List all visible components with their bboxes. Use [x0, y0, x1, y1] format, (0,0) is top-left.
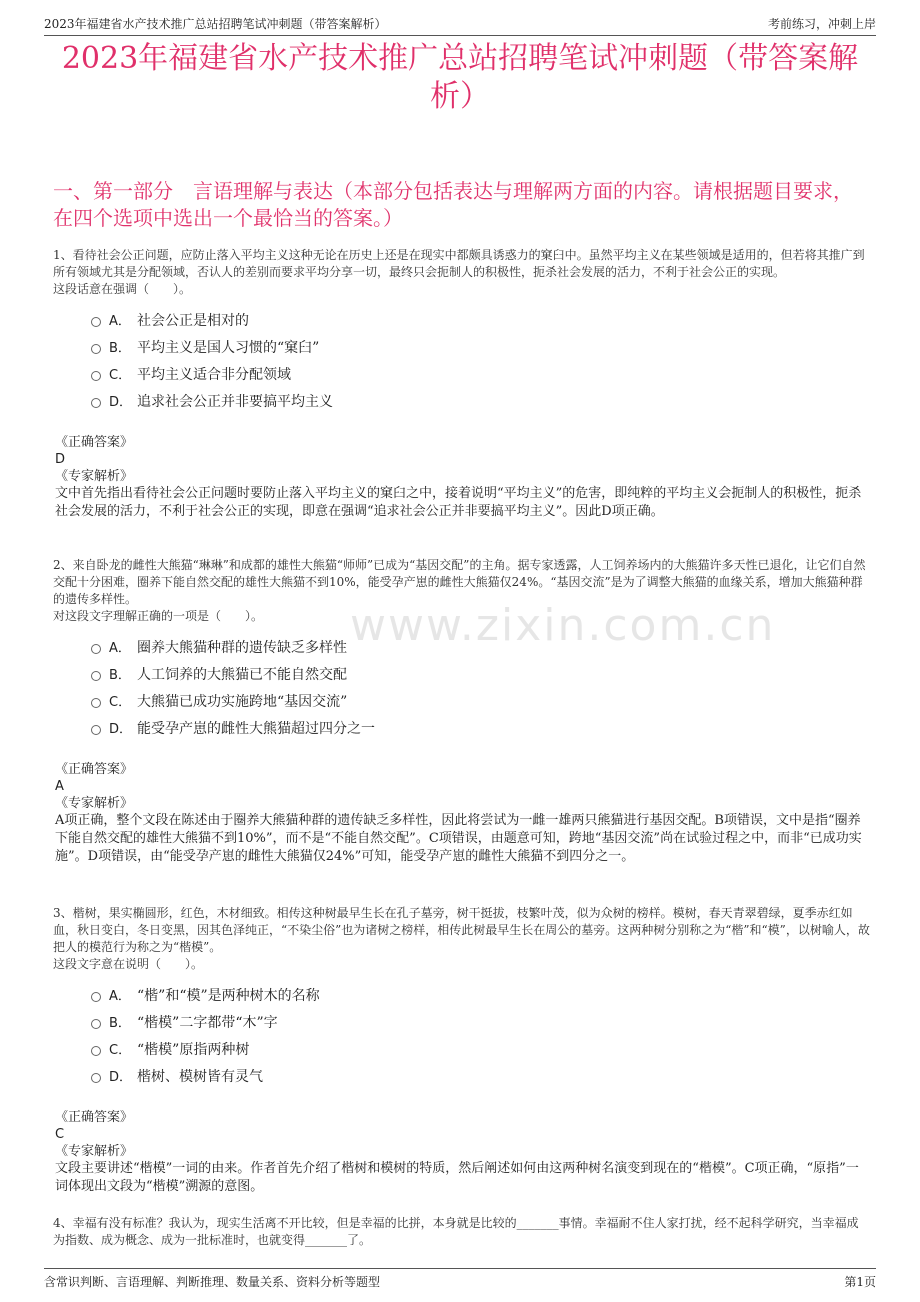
answer-block — [55, 761, 870, 812]
question-stem: 1、看待社会公正问题，应防止落入平均主义这种无论在历史上还是在现实中都颇具诱惑力的窠臼中。虽然平均主义在某些领域是适用的，但若将其推广到所有领域尤其是分配领域，否认人的差别而要求平均分享一切，最终只会扼制人的积极性，扼杀社会发展的活力，不利于社会公正的实现。 — [53, 248, 865, 279]
question-prompt: 这段文字意在说明（ ）。 — [53, 957, 204, 971]
option-b[interactable] — [91, 333, 870, 360]
option-text: 圈养大熊猫种群的遗传缺乏多样性 — [137, 639, 347, 656]
radio-icon[interactable] — [91, 671, 101, 681]
option-letter: B． — [109, 341, 131, 356]
answer-label: 《正确答案》 — [55, 762, 134, 777]
question-stem: 4、幸福有没有标准？我认为，现实生活离不开比较，但是幸福的比拼，本身就是比较的_______事情。幸福耐不住人家打扰，经不起科学研究，当幸福成为指数、成为概念、成为一批标准时，也就变得_______了。 — [53, 1216, 859, 1247]
option-text: 楷树、模树皆有灵气 — [137, 1068, 263, 1085]
question-prompt: 这段话意在强调（ ）。 — [53, 282, 192, 296]
option-text: 大熊猫已成功实施跨地“基因交流” — [137, 693, 348, 710]
option-text: 平均主义适合非分配领域 — [137, 366, 291, 383]
option-text: 追求社会公正并非要搞平均主义 — [137, 393, 333, 410]
option-letter: D． — [109, 395, 133, 410]
option-a[interactable] — [91, 306, 870, 333]
option-text: 人工饲养的大熊猫已不能自然交配 — [137, 666, 347, 683]
radio-icon[interactable] — [91, 1073, 101, 1083]
section-heading: 一、第一部分 言语理解与表达（本部分包括表达与理解两方面的内容。请根据题目要求，在四个选项中选出一个最恰当的答案。） — [53, 179, 853, 230]
option-text: 能受孕产崽的雌性大熊猫超过四分之一 — [137, 720, 375, 737]
question-1 — [53, 247, 870, 521]
option-a[interactable] — [91, 981, 870, 1008]
answer-value: A — [55, 779, 64, 794]
option-text: “楷模”原指两种树 — [137, 1041, 250, 1058]
answer-block — [55, 1109, 870, 1160]
page-footer — [44, 1268, 876, 1291]
option-b[interactable] — [91, 1008, 870, 1035]
option-letter: B． — [109, 668, 131, 683]
header-doc-title: 2023年福建省水产技术推广总站招聘笔试冲刺题（带答案解析） — [44, 17, 387, 31]
radio-icon[interactable] — [91, 344, 101, 354]
option-letter: A． — [109, 641, 131, 656]
option-list — [91, 633, 870, 741]
option-letter: C． — [109, 1043, 132, 1058]
question-4 — [53, 1215, 870, 1249]
radio-icon[interactable] — [91, 725, 101, 735]
option-d[interactable] — [91, 1062, 870, 1089]
page-number: 第1页 — [844, 1274, 876, 1289]
option-d[interactable] — [91, 387, 870, 414]
option-text: 社会公正是相对的 — [137, 312, 249, 329]
radio-icon[interactable] — [91, 992, 101, 1002]
radio-icon[interactable] — [91, 1046, 101, 1056]
option-d[interactable] — [91, 714, 870, 741]
footer-note: 含常识判断、言语理解、判断推理、数量关系、资料分析等题型 — [44, 1274, 381, 1289]
answer-block — [55, 434, 870, 485]
option-list — [91, 306, 870, 414]
explanation-label: 《专家解析》 — [55, 469, 134, 484]
answer-value: D — [55, 452, 66, 467]
radio-icon[interactable] — [91, 644, 101, 654]
option-c[interactable] — [91, 687, 870, 714]
radio-icon[interactable] — [91, 698, 101, 708]
question-3 — [53, 905, 870, 1196]
question-prompt: 对这段文字理解正确的一项是（ ）。 — [53, 609, 264, 623]
answer-label: 《正确答案》 — [55, 1110, 134, 1125]
radio-icon[interactable] — [91, 398, 101, 408]
option-letter: A． — [109, 989, 131, 1004]
option-letter: A． — [109, 314, 131, 329]
radio-icon[interactable] — [91, 317, 101, 327]
radio-icon[interactable] — [91, 371, 101, 381]
option-letter: B． — [109, 1016, 131, 1031]
question-2 — [53, 557, 870, 866]
option-list — [91, 981, 870, 1089]
option-letter: C． — [109, 695, 132, 710]
option-c[interactable] — [91, 1035, 870, 1062]
option-c[interactable] — [91, 360, 870, 387]
question-stem: 3、楷树，果实椭圆形，红色，木材细致。相传这种树最早生长在孔子墓旁，树干挺拔，枝繁叶茂，似为众树的榜样。模树，春天青翠碧绿，夏季赤红如血，秋日变白，冬日变黑，因其色泽纯正，“不染尘俗”也为诸树之榜样，相传此树最早生长在周公的墓旁。这两种树分别称之为“楷”和“模”，以树喻人，故把人的模范行为称之为“楷模”。 — [53, 906, 870, 954]
option-text: “楷模”二字都带“木”字 — [137, 1014, 278, 1031]
option-text: “楷”和“模”是两种树木的名称 — [137, 987, 320, 1004]
answer-value: C — [55, 1127, 65, 1142]
question-stem: 2、来自卧龙的雌性大熊猫“琳琳”和成都的雄性大熊猫“师师”已成为“基因交配”的主角。据专家透露，人工饲养场内的大熊猫许多天性已退化，让它们自然交配十分困难，圈养下能自然交配的雄性大熊猫不到10%，能受孕产崽的雌性大熊猫仅24%。“基因交流”是为了调整大熊猫的血缘关系，增加大熊猫种群的遗传多样性。 — [53, 558, 866, 606]
option-b[interactable] — [91, 660, 870, 687]
option-letter: D． — [109, 722, 133, 737]
option-text: 平均主义是国人习惯的“窠臼” — [137, 339, 320, 356]
option-letter: D． — [109, 1070, 133, 1085]
explanation-text: 文中首先指出看待社会公正问题时要防止落入平均主义的窠臼之中，接着说明“平均主义”的危害，即纯粹的平均主义会扼制人的积极性，扼杀社会发展的活力，不利于社会公正的实现，即意在强调“追求社会公正并非要搞平均主义”。因此D项正确。 — [55, 486, 862, 519]
explanation-label: 《专家解析》 — [55, 1144, 134, 1159]
option-a[interactable] — [91, 633, 870, 660]
watermark: www.zixin.com.cn — [350, 600, 776, 651]
option-letter: C． — [109, 368, 132, 383]
answer-label: 《正确答案》 — [55, 435, 134, 450]
explanation-text: 文段主要讲述“楷模”一词的由来。作者首先介绍了楷树和模树的特质，然后阐述如何由这两种树名演变到现在的“楷模”。C项正确，“原指”一词体现出文段为“楷模”溯源的意图。 — [55, 1161, 859, 1194]
explanation-text: A项正确，整个文段在陈述由于圈养大熊猫种群的遗传缺乏多样性，因此将尝试为一雌一雄两只熊猫进行基因交配。B项错误，文中是指“圈养下能自然交配的雄性大熊猫不到10%”，而不是“不能自然交配”。C项错误，由题意可知，跨地“基因交流”尚在试验过程之中，而非“已成功实施”。D项错误，由“能受孕产崽的雌性大熊猫仅24%”可知，能受孕产崽的雌性大熊猫不到四分之一。 — [55, 813, 862, 864]
explanation-label: 《专家解析》 — [55, 796, 134, 811]
header-slogan: 考前练习，冲刺上岸 — [767, 17, 876, 31]
radio-icon[interactable] — [91, 1019, 101, 1029]
page-title: 2023年福建省水产技术推广总站招聘笔试冲刺题（带答案解析） — [61, 41, 859, 114]
page-header — [44, 10, 876, 36]
